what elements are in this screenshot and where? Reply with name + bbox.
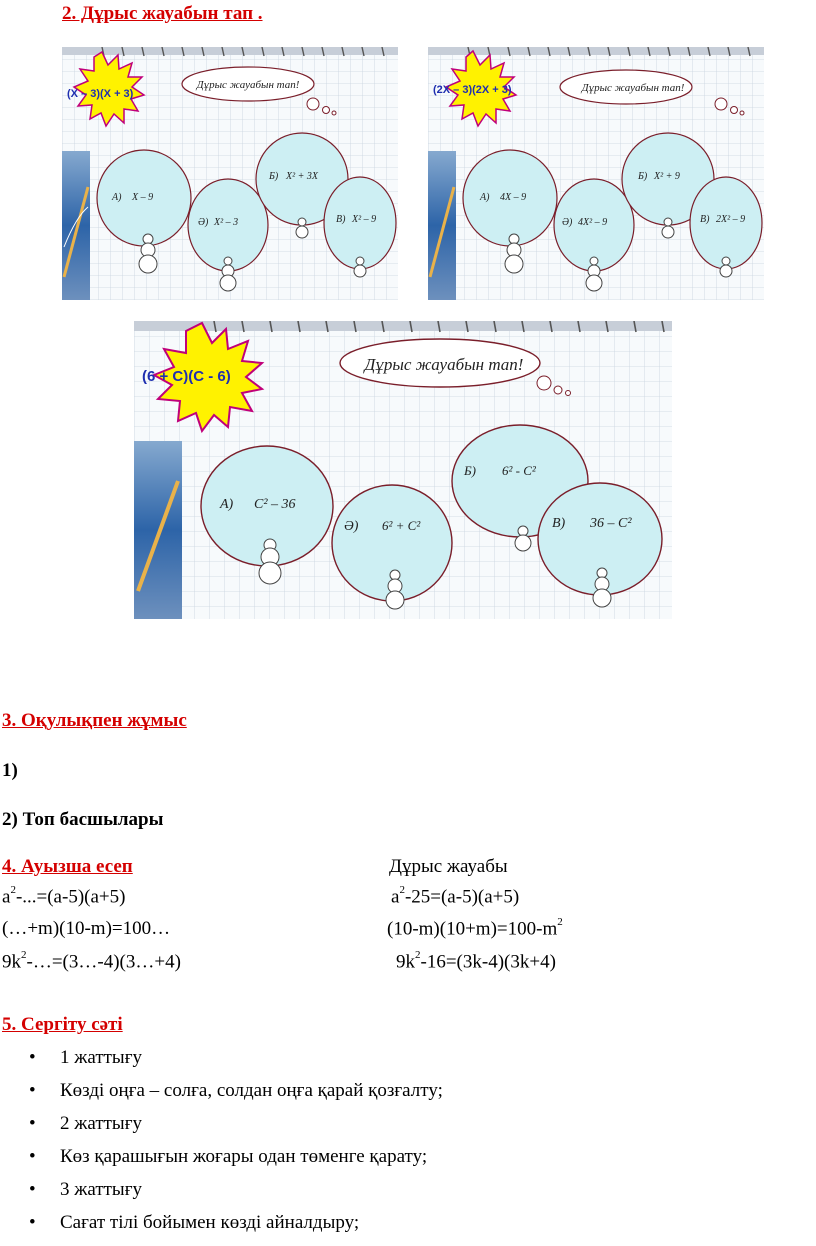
bullet-icon: •	[29, 1146, 36, 1167]
answer-text: a	[391, 886, 400, 908]
task-text: -...=(a-5)(a+5)	[15, 886, 126, 908]
option-b-answer: 6² - C²	[502, 463, 536, 478]
list-item	[2, 1048, 443, 1081]
slide-3-expression: (6 + C)(C - 6)	[142, 368, 231, 385]
answer-text: 9k	[396, 951, 415, 973]
option-a-answer: 4X – 9	[500, 192, 527, 203]
option-ae-letter: Ә)	[562, 217, 573, 228]
option-a-letter: А)	[480, 192, 490, 203]
answer-text: -25=(a-5)(a+5)	[404, 886, 520, 908]
section-3-item-2: 2) Топ басшылары	[2, 809, 164, 830]
list-item-text: 1 жаттығу	[60, 1047, 142, 1068]
list-item	[2, 1114, 443, 1147]
snowman-icon	[662, 218, 674, 238]
option-ae-letter: Ә)	[344, 519, 359, 534]
section-3-title: 3. Оқулықпен жұмыс	[2, 710, 187, 731]
option-v-letter: В)	[700, 214, 710, 225]
option-v-answer: 36 – C²	[590, 516, 632, 531]
section-3-item-1: 1)	[2, 760, 18, 781]
slide-1	[62, 47, 398, 300]
section-4-title: 4. Ауызша есеп	[2, 856, 133, 877]
snowman-icon	[354, 257, 366, 277]
exercise-list	[2, 1048, 443, 1246]
answer-row-3	[396, 951, 556, 973]
exponent: 2	[21, 949, 27, 961]
side-panel	[134, 441, 182, 619]
option-v-answer: X² – 9	[352, 214, 377, 225]
list-item-text: Көзді оңға – солға, солдан оңға қарай қозғалту;	[60, 1080, 443, 1101]
list-item	[2, 1147, 443, 1180]
option-a-letter: А)	[112, 192, 122, 203]
list-item	[2, 1081, 443, 1114]
option-a-letter: А)	[220, 497, 234, 512]
list-item	[2, 1213, 443, 1246]
option-b-letter: Б)	[269, 171, 279, 182]
slide-1-expression: (X – 3)(X + 3)	[67, 88, 134, 100]
answer-row-2	[387, 918, 563, 940]
section-5-title: 5. Сергіту сәті	[2, 1014, 123, 1035]
list-item	[2, 1180, 443, 1213]
option-b-letter: Б)	[464, 463, 476, 478]
slide-1-prompt: Дұрыс жауабын тап!	[196, 79, 300, 91]
side-panel	[428, 151, 456, 300]
exponent: 2	[10, 884, 16, 896]
slide-2-graphic	[428, 47, 764, 300]
slide-2	[428, 47, 764, 300]
bullet-icon: •	[29, 1113, 36, 1134]
slide-3-prompt: Дұрыс жауабын тап!	[364, 355, 524, 374]
answer-text: -16=(3k-4)(3k+4)	[420, 951, 556, 973]
option-a-answer: X – 9	[132, 192, 154, 203]
option-b-letter: Б)	[638, 171, 648, 182]
snowman-icon	[296, 218, 308, 238]
bullet-icon: •	[29, 1212, 36, 1233]
option-ae-answer: X² – 3	[214, 217, 239, 228]
option-v-letter: В)	[336, 214, 346, 225]
slide-2-prompt: Дұрыс жауабын тап!	[581, 82, 685, 94]
task-row-3	[2, 951, 181, 973]
task-text: -…=(3…-4)(3…+4)	[26, 951, 181, 973]
slide-1-graphic	[62, 47, 398, 300]
bullet-icon: •	[29, 1047, 36, 1068]
answers-header: Дұрыс жауабы	[389, 856, 508, 877]
slide-2-expression: (2X – 3)(2X + 3)	[433, 84, 512, 96]
option-v-answer: 2X² – 9	[716, 214, 746, 225]
side-panel	[62, 151, 90, 300]
section-2-title: 2. Дұрыс жауабын тап .	[62, 3, 263, 24]
task-text: (…+m)(10-m)=100…	[2, 918, 171, 939]
slide-3	[134, 321, 672, 619]
option-b-answer: X² + 9	[654, 171, 680, 182]
option-ae-letter: Ә)	[198, 217, 209, 228]
bullet-icon: •	[29, 1080, 36, 1101]
exponent: 2	[557, 916, 563, 928]
option-a-answer: C² – 36	[254, 497, 296, 512]
snowman-icon	[720, 257, 732, 277]
exponent: 2	[399, 884, 405, 896]
option-ae-answer: 6² + C²	[382, 518, 421, 533]
answer-row-1	[391, 886, 519, 908]
exponent: 2	[415, 949, 421, 961]
list-item-text: Көз қарашығын жоғары одан төменге қарату;	[60, 1146, 428, 1167]
task-text: 9k	[2, 951, 21, 973]
slide-3-graphic	[134, 321, 672, 619]
option-v-letter: В)	[552, 516, 566, 531]
list-item-text: Сағат тілі бойымен көзді айналдыру;	[60, 1212, 360, 1233]
bullet-icon: •	[29, 1179, 36, 1200]
list-item-text: 2 жаттығу	[60, 1113, 142, 1134]
task-text: a	[2, 886, 11, 908]
task-row-1	[2, 886, 125, 908]
task-row-2	[2, 918, 170, 940]
option-b-answer: X² + 3X	[286, 171, 318, 182]
answer-text: (10-m)(10+m)=100-m	[387, 918, 558, 940]
option-ae-answer: 4X² – 9	[578, 217, 608, 228]
list-item-text: 3 жаттығу	[60, 1179, 142, 1200]
